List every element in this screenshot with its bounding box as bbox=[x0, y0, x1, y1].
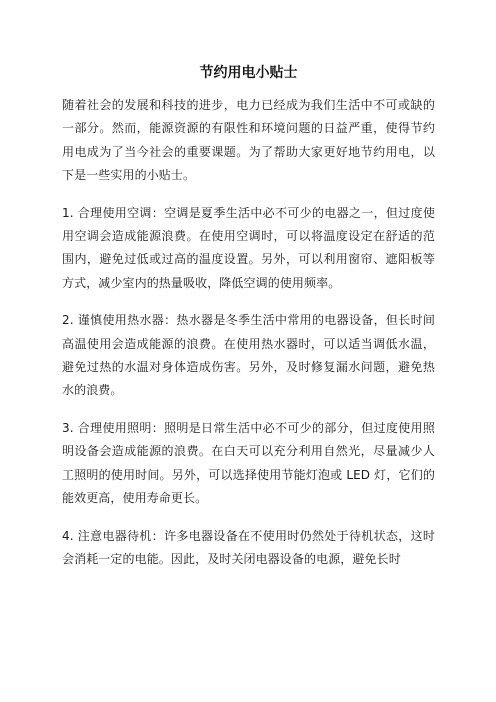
tip-water-heater-paragraph: 2. 谨慎使用热水器：热水器是冬季生活中常用的电器设备，但长时间高温使用会造成能源的浪费。在使用热水器时，可以适当调低水温，避免过热的水温对身体造成伤害。另外，及时修复漏水问题，避免热水的浪费。 bbox=[62, 313, 435, 398]
document-page bbox=[62, 62, 435, 585]
tip-air-conditioner-paragraph: 1. 合理使用空调：空调是夏季生活中必不可少的电器之一，但过度使用空调会造成能源浪费。在使用空调时，可以将温度设定在舒适的范围内，避免过低或过高的温度设置。另外，可以利用窗帘、遮阳板等方式，减少室内的热量吸收，降低空调的使用频率。 bbox=[62, 205, 435, 290]
intro-paragraph: 随着社会的发展和科技的进步，电力已经成为我们生活中不可或缺的一部分。然而，能源资源的有限性和环境问题的日益严重，使得节约用电成为了当今社会的重要课题。为了帮助大家更好地节约用电，以下是一些实用的小贴士。 bbox=[62, 98, 435, 183]
document-title: 节约用电小贴士 bbox=[199, 65, 298, 81]
tip-lighting-paragraph: 3. 合理使用照明：照明是日常生活中必不可少的部分，但过度使用照明设备会造成能源的浪费。在白天可以充分利用自然光，尽量减少人工照明的使用时间。另外，可以选择使用节能灯泡或 LED 灯，它们的能效更高，使用寿命更长。 bbox=[62, 420, 435, 506]
tip-standby-paragraph: 4. 注意电器待机：许多电器设备在不使用时仍然处于待机状态，这时会消耗一定的电能。因此，及时关闭电器设备的电源，避免长时 bbox=[62, 528, 435, 566]
